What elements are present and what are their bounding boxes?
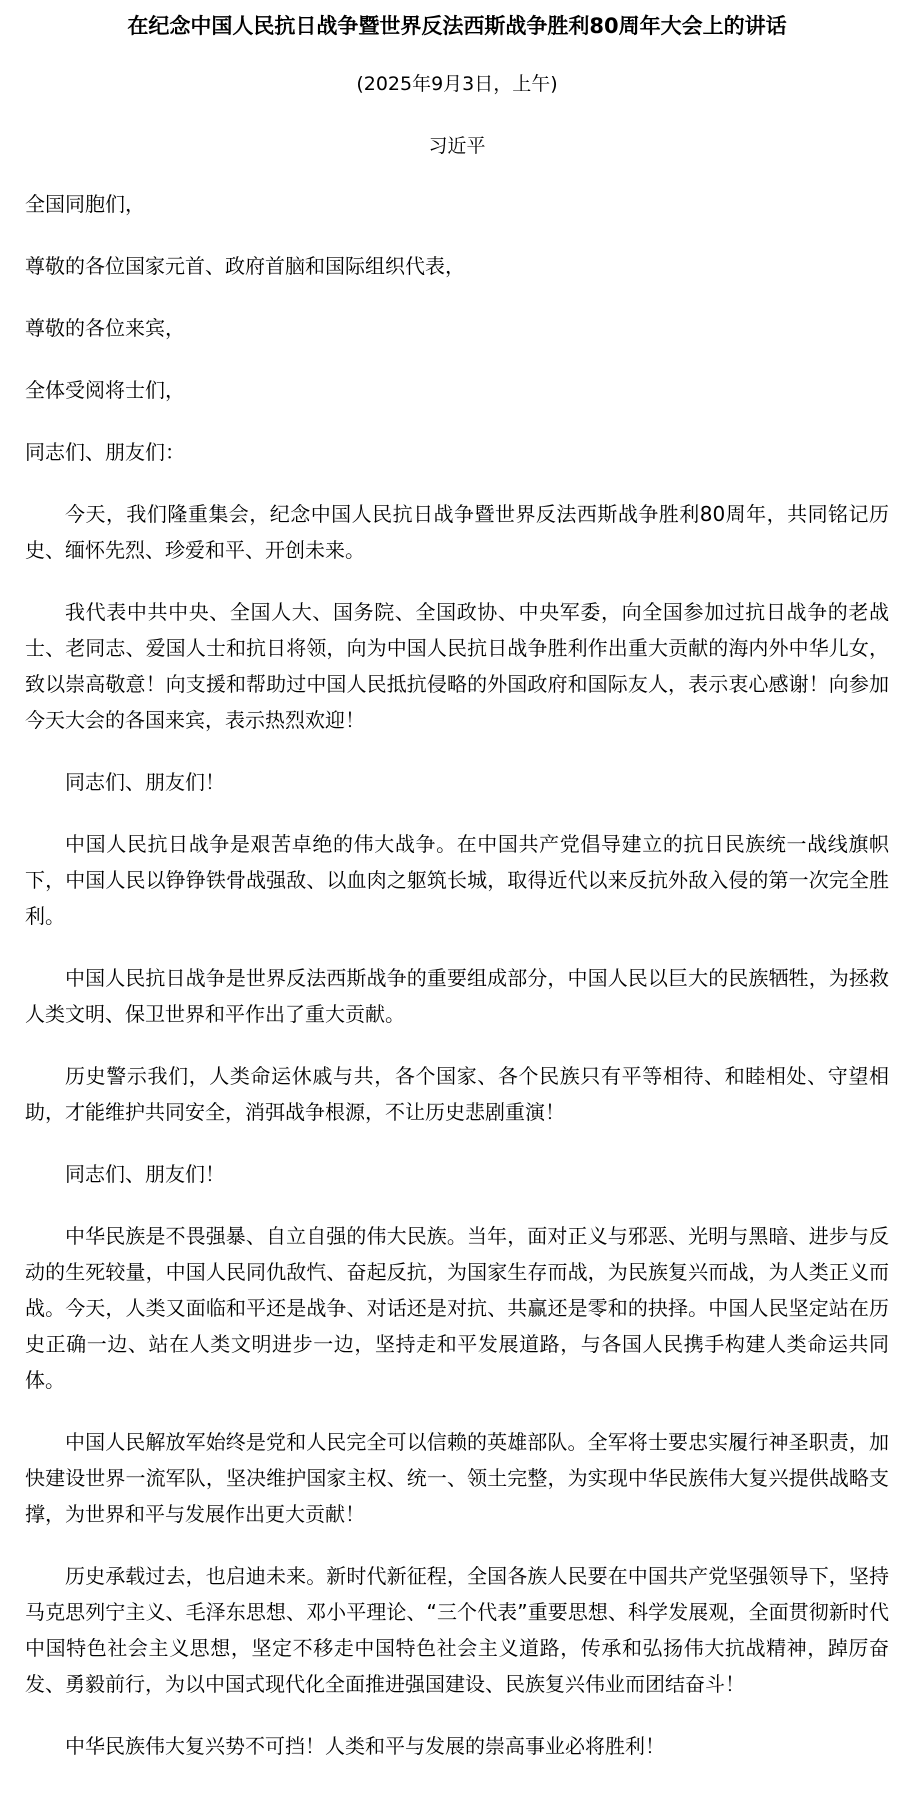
body-paragraph: 中国人民抗日战争是艰苦卓绝的伟大战争。在中国共产党倡导建立的抗日民族统一战线旗帜下，中国人民以铮铮铁骨战强敌、以血肉之躯筑长城，取得近代以来反抗外敌入侵的第一次完全胜利。 xyxy=(25,832,889,928)
body-paragraph: 今天，我们隆重集会，纪念中国人民抗日战争暨世界反法西斯战争胜利80周年，共同铭记历史、缅怀先烈、珍爱和平、开创未来。 xyxy=(25,502,889,562)
body-paragraph: 中国人民解放军始终是党和人民完全可以信赖的英雄部队。全军将士要忠实履行神圣职责，加快建设世界一流军队，坚决维护国家主权、统一、领土完整，为实现中华民族伟大复兴提供战略支撑，为世界和平与发展作出更大贡献！ xyxy=(25,1430,889,1526)
document-date-line: (2025年9月3日，上午) xyxy=(356,73,558,95)
body-paragraph: 中华民族伟大复兴势不可挡！人类和平与发展的崇高事业必将胜利！ xyxy=(65,1734,665,1758)
salutation-line: 全国同胞们， xyxy=(25,192,145,216)
body-paragraph: 同志们、朋友们！ xyxy=(65,1162,225,1186)
salutation-line: 尊敬的各位来宾， xyxy=(25,316,185,340)
salutation-line: 尊敬的各位国家元首、政府首脑和国际组织代表， xyxy=(25,254,465,278)
salutation-line: 同志们、朋友们： xyxy=(25,440,185,464)
document-body xyxy=(25,186,889,1764)
document-title: 在纪念中国人民抗日战争暨世界反法西斯战争胜利80周年大会上的讲话 xyxy=(127,14,787,38)
document-author: 习近平 xyxy=(428,135,486,157)
body-paragraph: 中国人民抗日战争是世界反法西斯战争的重要组成部分，中国人民以巨大的民族牺牲，为拯救人类文明、保卫世界和平作出了重大贡献。 xyxy=(25,966,889,1026)
body-paragraph: 我代表中共中央、全国人大、国务院、全国政协、中央军委，向全国参加过抗日战争的老战士、老同志、爱国人士和抗日将领，向为中国人民抗日战争胜利作出重大贡献的海内外中华儿女，致以崇高敬意！向支援和帮助过中国人民抵抗侵略的外国政府和国际友人，表示衷心感谢！向参加今天大会的各国来宾，表示热烈欢迎！ xyxy=(25,600,889,732)
body-paragraph: 历史警示我们，人类命运休戚与共，各个国家、各个民族只有平等相待、和睦相处、守望相助，才能维护共同安全，消弭战争根源，不让历史悲剧重演！ xyxy=(25,1064,889,1124)
salutation-line: 全体受阅将士们， xyxy=(25,378,185,402)
body-paragraph: 同志们、朋友们！ xyxy=(65,770,225,794)
body-paragraph: 历史承载过去，也启迪未来。新时代新征程，全国各族人民要在中国共产党坚强领导下，坚持马克思列宁主义、毛泽东思想、邓小平理论、“三个代表”重要思想、科学发展观，全面贯彻新时代中国特色社会主义思想，坚定不移走中国特色社会主义道路，传承和弘扬伟大抗战精神，踔厉奋发、勇毅前行，为以中国式现代化全面推进强国建设、民族复兴伟业而团结奋斗！ xyxy=(25,1564,889,1696)
body-paragraph: 中华民族是不畏强暴、自立自强的伟大民族。当年，面对正义与邪恶、光明与黑暗、进步与反动的生死较量，中国人民同仇敌忾、奋起反抗，为国家生存而战，为民族复兴而战，为人类正义而战。今天，人类又面临和平还是战争、对话还是对抗、共赢还是零和的抉择。中国人民坚定站在历史正确一边、站在人类文明进步一边，坚持走和平发展道路，与各国人民携手构建人类命运共同体。 xyxy=(25,1224,889,1392)
